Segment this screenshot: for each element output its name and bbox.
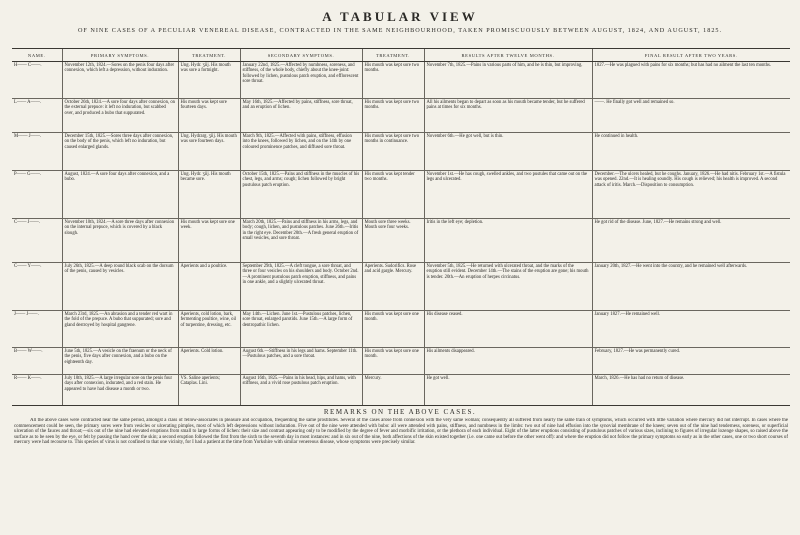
header-final-result: FINAL RESULT AFTER TWO YEARS. (592, 49, 790, 62)
treatment-primary-cell: His mouth was kept sore one week. (178, 219, 240, 263)
secondary-symptoms-cell: May 16th, 1825.—Affected by pains, stiffness, sore throat, and an eruption of lichen. (240, 99, 362, 133)
final-result-cell: January 20th, 1827.—He went into the country, and he remained well afterwards. (592, 263, 790, 311)
treatment-primary-cell: Aperients. Cold lotion. (178, 348, 240, 375)
treatment-primary-cell: Ung. Hydr. ʒiij. His mouth was sore a fortnight. (178, 62, 240, 99)
primary-symptoms-cell: December 15th, 1825.—Sores three days after connexion, on the body of the penis, which left no induration, but caused enlarged glands. (62, 133, 178, 171)
table-row (12, 99, 790, 133)
treatment-secondary-cell: His mouth was kept sore one month. (362, 348, 424, 375)
case-name: P—— G——. (12, 171, 62, 219)
table-row (12, 133, 790, 171)
final-result-cell: He continued in health. (592, 133, 790, 171)
treatment-secondary-cell: Mouth sore three weeks. Mouth sore four weeks. (362, 219, 424, 263)
primary-symptoms-cell: July 10th, 1825.—A large irregular sore on the penis four days after connexion, indurated, and a red stain. He appeared to have had disease a month or two. (62, 375, 178, 406)
final-result-cell: 1827.—He was plagued with pains for six months; but has had no ailment the last ten months. (592, 62, 790, 99)
case-name: C—— J——. (12, 219, 62, 263)
case-name: M—— J——. (12, 133, 62, 171)
header-name: NAME. (12, 49, 62, 62)
table-header-row (12, 49, 790, 62)
final-result-cell: February, 1827.—He was permanently cured. (592, 348, 790, 375)
document-title: A TABULAR VIEW (322, 9, 478, 24)
primary-symptoms-cell: July 26th, 1825.—A deep round black scab on the dorsum of the penis, caused by vesicles. (62, 263, 178, 311)
results-cell: November 5th, 1825.—He returned with ulcerated throat, and the marks of the eruption still evident. December 14th.—The stains of the eruption are gone; his mouth is tender. 20th.—An eruption of herpes circinatus. (424, 263, 592, 311)
results-cell: All his ailments began to depart as soon as his mouth became tender, but he suffered pains at times for six months. (424, 99, 592, 133)
secondary-symptoms-cell: September 29th, 1825.—A cleft tongue, a sore throat, and three or four vesicles on his shoulders and body. October 2nd.—A prominent pustulous patch eruption, stiffness, and pains in one ankle, and a slightly ulcerated throat. (240, 263, 362, 311)
treatment-primary-cell: Ung. Hydrarg. ʒiij. His mouth was sore fourteen days. (178, 133, 240, 171)
case-name: H—— C——. (12, 62, 62, 99)
treatment-secondary-cell: His mouth was kept sore one month. (362, 311, 424, 348)
primary-symptoms-cell: November 12th, 1824.—Sores on the penis four days after connexion, which left a depression, without induration. (62, 62, 178, 99)
final-result-cell: March, 1826.—He has had no return of disease. (592, 375, 790, 406)
case-name: R—— K——. (12, 375, 62, 406)
primary-symptoms-cell: October 26th, 1824.—A sore four days after connexion, on the external prepuce: it left no induration, but scabbed over, and produced a bubo that suppurated. (62, 99, 178, 133)
document-subtitle: OF NINE CASES OF A PECULIAR VENEREAL DISEASE, CONTRACTED IN THE SAME NEIGHBOURHOOD, TAKEN PROMISCUOUSLY BETWEEN AUGUST, 1824, AND AUGUST, 1825. (77, 27, 723, 34)
secondary-symptoms-cell: August 6th.—Stiffness in his legs and hams. September 11th.—Pustulous patches, and a sore throat. (240, 348, 362, 375)
results-cell: His ailments disappeared. (424, 348, 592, 375)
secondary-symptoms-cell: August 16th, 1825.—Pains in his head, hips, and hams, with stiffness, and a vivid rose pustulous patch eruption. (240, 375, 362, 406)
cases-table (12, 48, 790, 406)
results-cell: Iritis in the left eye; depletion. (424, 219, 592, 263)
results-cell: He got well. (424, 375, 592, 406)
final-result-cell: December.—The ulcers healed, but he coughs. January, 1826.—He had nitis. February 1st.—A fistula was opened. 22nd.—It is healing soundly. His cough is relieved; his health is improved. A second attack of iritis. March.—Disposition to consumption. (592, 171, 790, 219)
treatment-secondary-cell: Aperients. Sudorifics. Rose and acid gargle. Mercury. (362, 263, 424, 311)
table-row (12, 311, 790, 348)
secondary-symptoms-cell: March 20th, 1825.—Pains and stiffness in his arms, legs, and body; cough, lichen, and pustulous patches. June 26th.—Iritis in the right eye. December 20th.—A fresh general eruption of small vesicles, and sore throat. (240, 219, 362, 263)
results-cell: November 6th.—He got well, but is thin. (424, 133, 592, 171)
primary-symptoms-cell: August, 1824.—A sore four days after connexion, and a bubo. (62, 171, 178, 219)
case-name: L—— A——. (12, 99, 62, 133)
remarks-text: All the above cases were contracted near the same period, amongst a class of fellow-associates in pleasure and occupation, frequenting the same prostitutes. Several of the cases arose from connexion with the very same woman; consequently all suffered from nearly the same train of symptoms, which occurred with little variation where mercury did not interrupt. In cases where the commencement could be seen, the primary sores were from vesicles or ulcerating pimples, most of which left depressions without induration. Five out of the nine were attended with bubo: all were attended with pains, stiffness, and numbness in the limbs: two out of nine had effusion into the synovial membrane of the knees; seven out of the nine had tenderness, soreness, or superficial ulceration of the fauces and throat;—six out of the nine had elevated eruptions from small to large forms of lichen: their size and contrast appearing only to be modified by the degree of fever and morbific irritation, or the plethora of each individual. Eight of the latter eruptions consisting of pustulous patches of various sizes, inclining to figures of irregular lozenge shapes, so raised above the surface as to be seen by the eye, or felt by passing the hand over the skin; a second eruption followed the first from the sixth to the seventh day in most instances: and in six out of the nine, both affections of the skin existed together (i.e. one came out before the other went off): and where the eruption did not follow the primary symptoms so early as in the other cases, one or two short courses of mercury were had recourse to. This species of virus is not confined to that one vicinity, for I had a patient at the time from Yorkshire with similar venereous disease, whose symptoms were precisely similar. (14, 418, 788, 446)
treatment-secondary-cell: His mouth was kept sore two months in continuance. (362, 133, 424, 171)
treatment-primary-cell: VS. Saline aperients; Cataplas. Lini. (178, 375, 240, 406)
treatment-secondary-cell: His mouth was kept sore two months. (362, 99, 424, 133)
case-name: J—— J——. (12, 311, 62, 348)
treatment-primary-cell: Aperients and a poultice. (178, 263, 240, 311)
final-result-cell: January 1827.—He remained well. (592, 311, 790, 348)
secondary-symptoms-cell: May 14th.—Lichen. June 1st.—Pustulous patches, lichen, sore throat, enlarged parotids. June 15th.—A large form of dentropathic lichen. (240, 311, 362, 348)
header-treatment-primary: TREATMENT. (178, 49, 240, 62)
table-row (12, 219, 790, 263)
results-cell: His disease ceased. (424, 311, 592, 348)
table-row (12, 263, 790, 311)
results-cell: November 1st.—He has cough, swelled ankles, and two pustules that came out on the legs and ulcerated. (424, 171, 592, 219)
final-result-cell: ——. He finally got well and remained so. (592, 99, 790, 133)
treatment-primary-cell: Aperients, cold lotion, bark, fermenting poultice, wine, oil of turpentine, dressing, etc. (178, 311, 240, 348)
results-cell: November 7th, 1825.—Pains in various parts of him, and he is thin, but improving. (424, 62, 592, 99)
secondary-symptoms-cell: January 22nd, 1825.—Affected by numbness, soreness, and stiffness, of the whole body, chiefly about the knee-joint: followed by lichen, pustulous patch eruption, and efflorescent sore throat. (240, 62, 362, 99)
treatment-secondary-cell: His mouth was kept sore two months. (362, 62, 424, 99)
primary-symptoms-cell: November 10th, 1824.—A sore three days after connexion on the internal prepuce, which is covered by a black slough. (62, 219, 178, 263)
header-primary-symptoms: PRIMARY SYMPTOMS. (62, 49, 178, 62)
table-row (12, 62, 790, 99)
header-results-twelve-months: RESULTS AFTER TWELVE MONTHS. (424, 49, 592, 62)
case-name: C—— Y——. (12, 263, 62, 311)
primary-symptoms-cell: March 23rd, 1825.—An abrasion and a tender red wart in the fold of the prepuce. A bubo that suppurated; sore and gland destroyed by hospital gangrene. (62, 311, 178, 348)
case-name: B—— W——. (12, 348, 62, 375)
treatment-secondary-cell: His mouth was kept tender two months. (362, 171, 424, 219)
remarks-title: REMARKS ON THE ABOVE CASES. (323, 408, 477, 416)
treatment-primary-cell: His mouth was kept sore fourteen days. (178, 99, 240, 133)
header-treatment-secondary: TREATMENT. (362, 49, 424, 62)
table-row (12, 375, 790, 406)
treatment-secondary-cell: Mercury. (362, 375, 424, 406)
secondary-symptoms-cell: March 9th, 1825.—Affected with pains, stiffness, effusion into the knees, followed by lichen, and on the 14th by one coloured prominence patches, and diffused sore throat. (240, 133, 362, 171)
treatment-primary-cell: Ung. Hydr. ʒiij. His mouth became sore. (178, 171, 240, 219)
header-secondary-symptoms: SECONDARY SYMPTOMS. (240, 49, 362, 62)
secondary-symptoms-cell: October 15th, 1825.—Pains and stiffness in the muscles of his chest, legs, and arms; cough; lichen followed by bright pustulous patch eruption. (240, 171, 362, 219)
table-row (12, 171, 790, 219)
primary-symptoms-cell: June 5th, 1825.—A vesicle on the fraenum or the neck of the penis, five days after connexion, and a bubo on the eighteenth day. (62, 348, 178, 375)
final-result-cell: He got rid of the disease. June, 1827.—He remains strong and well. (592, 219, 790, 263)
table-row (12, 348, 790, 375)
